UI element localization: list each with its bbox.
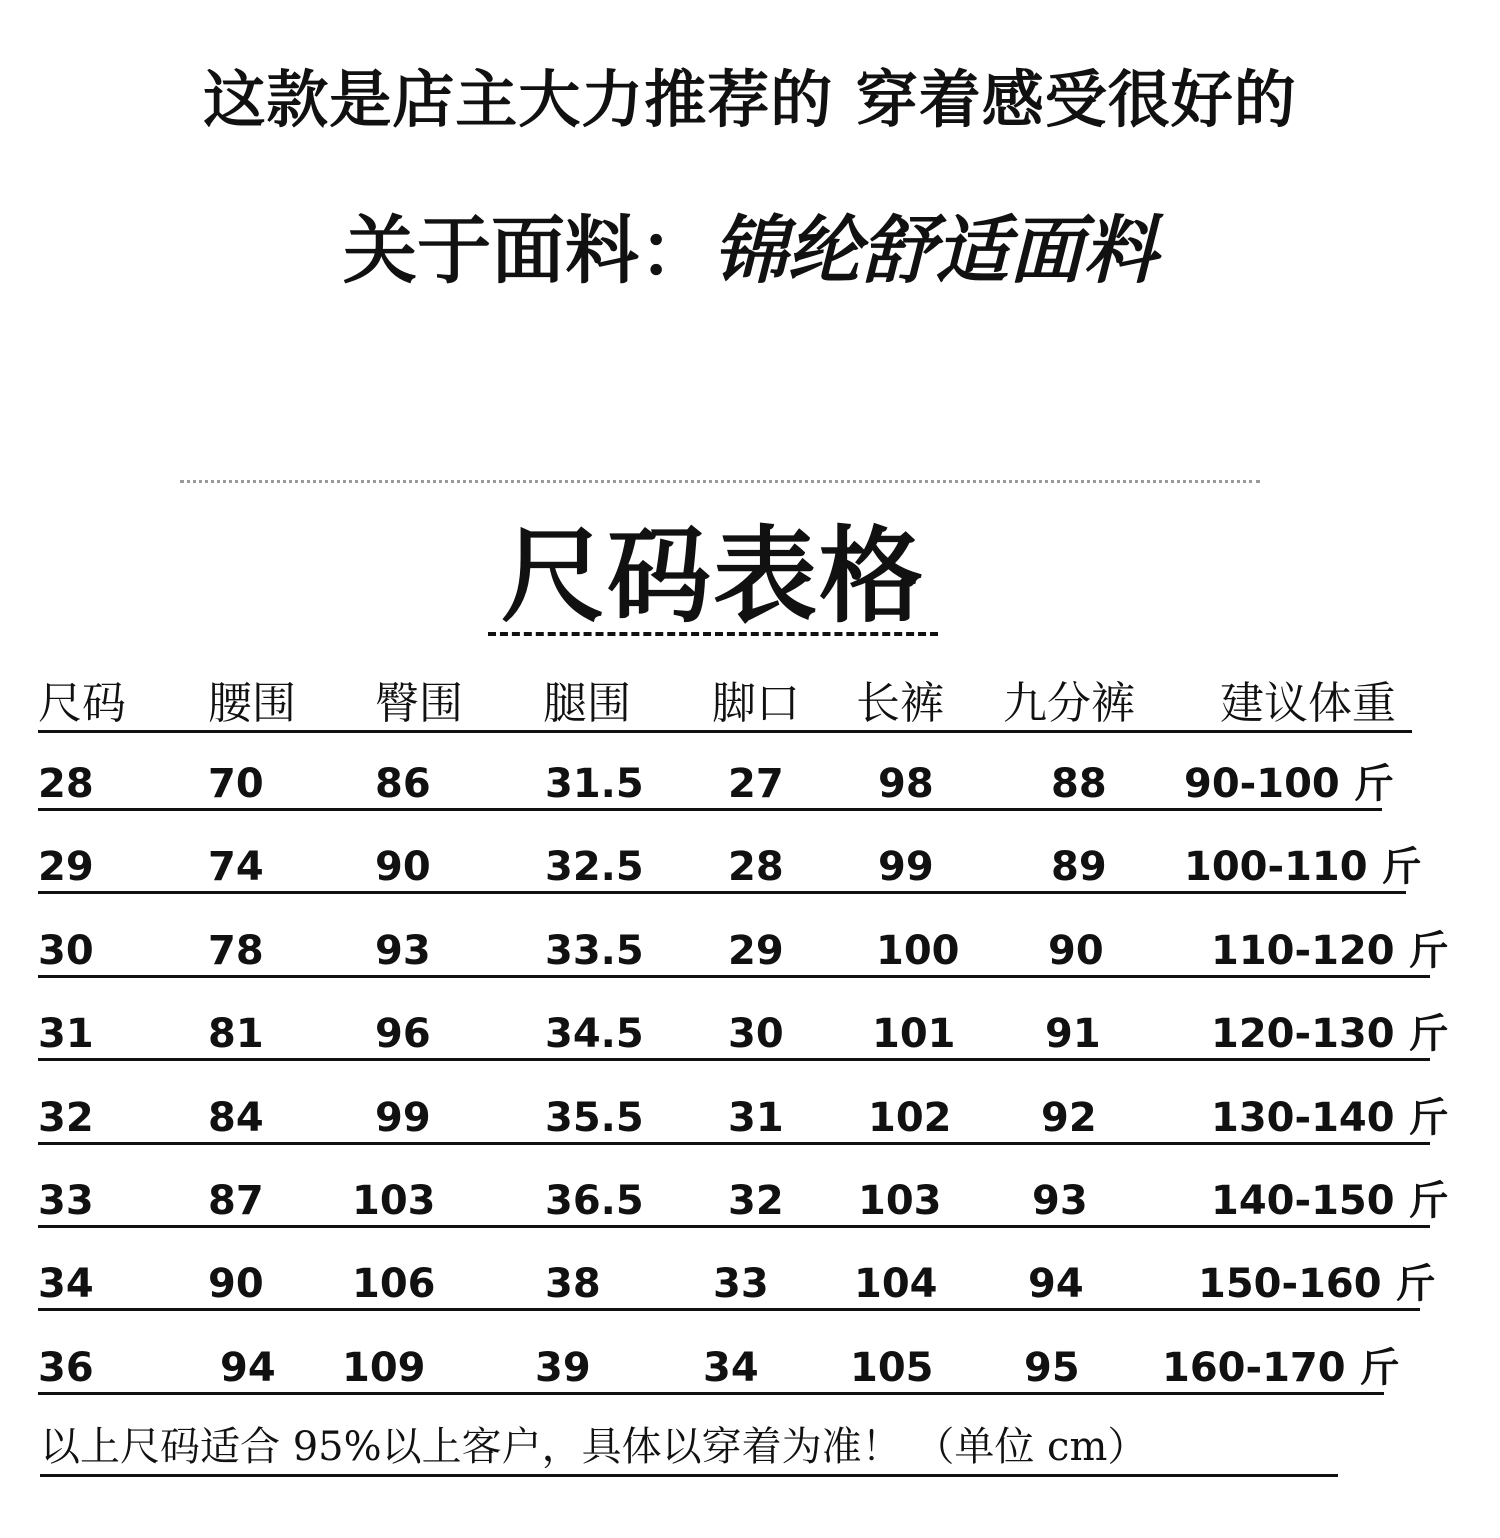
cell-weight: 130-140 斤 <box>1211 1095 1449 1141</box>
size-table-title: 尺码表格 <box>488 520 938 636</box>
cell-size: 29 <box>38 844 94 890</box>
cell-waist: 78 <box>208 928 264 974</box>
fabric-value: 锦纶舒适面料 <box>713 208 1157 294</box>
cell-thigh: 34.5 <box>545 1011 644 1057</box>
table-row <box>38 988 1449 1061</box>
cell-hip: 96 <box>375 1011 431 1057</box>
cell-weight: 120-130 斤 <box>1211 1011 1449 1057</box>
cell-full-length: 103 <box>858 1178 942 1224</box>
cell-leg-opening: 33 <box>713 1261 769 1307</box>
cell-hip: 109 <box>342 1345 426 1391</box>
cell-size: 33 <box>38 1178 94 1224</box>
cell-leg-opening: 27 <box>728 761 784 807</box>
cell-cropped-length: 95 <box>1024 1345 1080 1391</box>
table-row <box>38 1238 1436 1311</box>
fabric-label: 关于面料： <box>343 208 713 294</box>
cell-waist: 74 <box>208 844 264 890</box>
cell-hip: 106 <box>352 1261 436 1307</box>
table-row <box>38 1072 1449 1145</box>
cell-waist: 90 <box>208 1261 264 1307</box>
header-thigh: 腿围 <box>543 678 631 729</box>
cell-hip: 90 <box>375 844 431 890</box>
cell-weight: 90-100 斤 <box>1184 761 1394 807</box>
cell-thigh: 36.5 <box>545 1178 644 1224</box>
dotted-divider <box>180 480 1260 483</box>
cell-weight: 100-110 斤 <box>1184 844 1422 890</box>
cell-thigh: 35.5 <box>545 1095 644 1141</box>
cell-thigh: 32.5 <box>545 844 644 890</box>
cell-full-length: 102 <box>868 1095 952 1141</box>
cell-full-length: 101 <box>872 1011 956 1057</box>
cell-thigh: 33.5 <box>545 928 644 974</box>
size-table-footnote: 以上尺码适合 95%以上客户，具体以穿着为准！ （单位 cm） <box>40 1420 1338 1477</box>
cell-cropped-length: 90 <box>1048 928 1104 974</box>
cell-leg-opening: 28 <box>728 844 784 890</box>
cell-weight: 150-160 斤 <box>1198 1261 1436 1307</box>
cell-leg-opening: 30 <box>728 1011 784 1057</box>
cell-cropped-length: 91 <box>1045 1011 1101 1057</box>
cell-hip: 103 <box>352 1178 436 1224</box>
header-full-length: 长裤 <box>856 678 944 729</box>
cell-cropped-length: 88 <box>1051 761 1107 807</box>
cell-cropped-length: 89 <box>1051 844 1107 890</box>
cell-hip: 99 <box>375 1095 431 1141</box>
cell-weight: 140-150 斤 <box>1211 1178 1449 1224</box>
cell-waist: 94 <box>220 1345 276 1391</box>
cell-size: 34 <box>38 1261 94 1307</box>
table-row <box>38 1322 1400 1395</box>
cell-full-length: 99 <box>878 844 934 890</box>
cell-full-length: 98 <box>878 761 934 807</box>
cell-hip: 93 <box>375 928 431 974</box>
header-leg-opening: 脚口 <box>712 678 800 729</box>
cell-waist: 87 <box>208 1178 264 1224</box>
cell-leg-opening: 29 <box>728 928 784 974</box>
cell-cropped-length: 92 <box>1041 1095 1097 1141</box>
cell-waist: 70 <box>208 761 264 807</box>
cell-leg-opening: 31 <box>728 1095 784 1141</box>
cell-waist: 84 <box>208 1095 264 1141</box>
header-size: 尺码 <box>38 678 126 729</box>
cell-leg-opening: 34 <box>703 1345 759 1391</box>
cell-weight: 160-170 斤 <box>1162 1345 1400 1391</box>
cell-full-length: 104 <box>854 1261 938 1307</box>
cell-full-length: 105 <box>850 1345 934 1391</box>
table-row <box>38 738 1394 811</box>
cell-full-length: 100 <box>876 928 960 974</box>
header-waist: 腰围 <box>208 678 296 729</box>
cell-weight: 110-120 斤 <box>1211 928 1449 974</box>
header-hip: 臀围 <box>375 678 463 729</box>
cell-cropped-length: 94 <box>1028 1261 1084 1307</box>
cell-leg-opening: 32 <box>728 1178 784 1224</box>
cell-size: 30 <box>38 928 94 974</box>
cell-cropped-length: 93 <box>1032 1178 1088 1224</box>
cell-hip: 86 <box>375 761 431 807</box>
cell-size: 28 <box>38 761 94 807</box>
cell-thigh: 39 <box>535 1345 591 1391</box>
table-row <box>38 1155 1449 1228</box>
promo-headline: 这款是店主大力推荐的 穿着感受很好的 <box>203 63 1297 136</box>
cell-size: 32 <box>38 1095 94 1141</box>
header-cropped-length: 九分裤 <box>1003 678 1135 729</box>
cell-thigh: 31.5 <box>545 761 644 807</box>
table-row <box>38 821 1422 894</box>
header-weight: 建议体重 <box>1220 678 1396 729</box>
cell-size: 31 <box>38 1011 94 1057</box>
fabric-line <box>0 192 1500 298</box>
cell-thigh: 38 <box>545 1261 601 1307</box>
size-table-header-row <box>38 660 1412 733</box>
table-row <box>38 905 1449 978</box>
cell-size: 36 <box>38 1345 94 1391</box>
cell-waist: 81 <box>208 1011 264 1057</box>
